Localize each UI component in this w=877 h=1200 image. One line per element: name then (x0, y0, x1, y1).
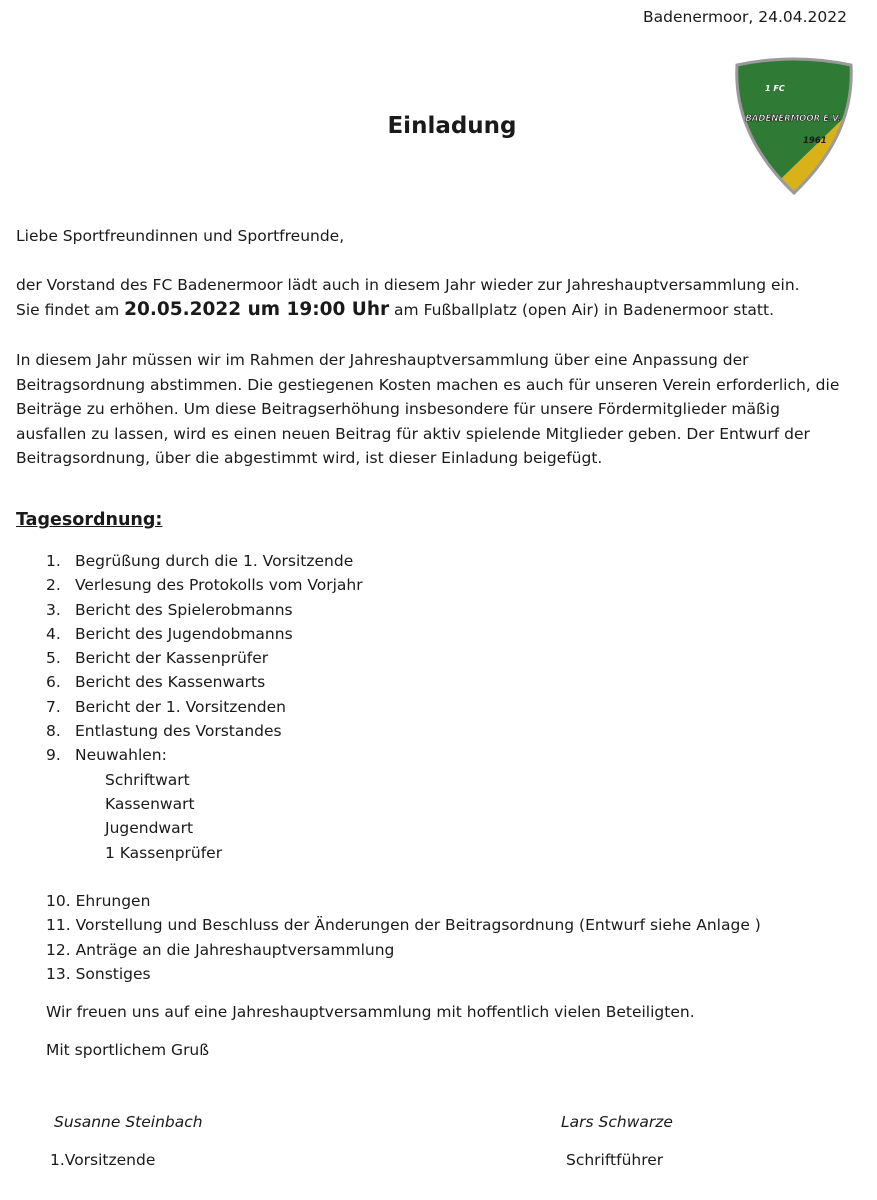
agenda-item-number: 6. (46, 673, 61, 692)
paragraph-2-line: ausfallen zu lassen, wird es einen neuen Beitrag für aktiv spielende Mitglieder geben. Der Entwurf der (16, 424, 810, 443)
agenda-item-number: 8. (46, 722, 61, 741)
agenda-item: 12. Anträge an die Jahreshauptversammlung (46, 940, 395, 959)
agenda-item-number: 7. (46, 697, 61, 716)
signature-role-chair: 1.Vorsitzende (50, 1151, 156, 1169)
meeting-location: am Fußballplatz (open Air) in Badenermoor statt. (389, 301, 774, 319)
agenda-item (46, 695, 761, 719)
agenda-item: 11. Vorstellung und Beschluss der Änderungen der Beitragsordnung (Entwurf siehe Anlage ) (46, 916, 761, 935)
agenda-item-number: 4. (46, 624, 61, 643)
agenda-item-text: Begrüßung durch die 1. Vorsitzende (75, 552, 354, 570)
agenda-subitem: Jugendwart (105, 819, 194, 838)
paragraph-2-line: Beitragsordnung abstimmen. Die gestiegenen Kosten machen es auch für unseren Verein erforderlich, die (16, 375, 840, 394)
agenda-item (46, 622, 761, 646)
paragraph-2-line: Beiträge zu erhöhen. Um diese Beitragserhöhung insbesondere für unsere Fördermitglieder mäßig (16, 400, 780, 418)
paragraph-1-line-2 (16, 298, 774, 323)
agenda-item-number: 1. (46, 552, 61, 570)
agenda-item-text: Verlesung des Protokolls vom Vorjahr (75, 576, 363, 595)
crest-year-text: 1961 (803, 136, 827, 146)
agenda-item (46, 598, 761, 622)
agenda-subitem: Kassenwart (105, 794, 195, 813)
crest-club-text: BADENERMOOR E.V. (745, 114, 841, 124)
agenda-item (46, 549, 761, 573)
club-crest-logo (731, 55, 857, 198)
agenda-item-text: Entlastung des Vorstandes (75, 722, 282, 741)
page-title: Einladung (387, 113, 517, 139)
crest-top-text: 1 FC (765, 84, 785, 93)
paragraph-2-line: Beitragsordnung, über die abgestimmt wird, ist dieser Einladung beigefügt. (16, 449, 603, 467)
agenda-item (46, 573, 761, 597)
agenda-item-text: Bericht der 1. Vorsitzenden (75, 697, 286, 716)
agenda-spacer (46, 865, 761, 889)
paragraph-2 (16, 348, 839, 471)
agenda-subitem: 1 Kassenprüfer (105, 843, 223, 862)
closing-line: Wir freuen uns auf eine Jahreshauptversammlung mit hoffentlich vielen Beteiligten. (46, 1003, 695, 1021)
meeting-intro: Sie findet am (16, 301, 125, 319)
greeting: Mit sportlichem Gruß (46, 1041, 210, 1059)
agenda-item (46, 646, 761, 670)
agenda-heading: Tagesordnung: (16, 510, 163, 530)
signature-name-secretary: Lars Schwarze (561, 1113, 673, 1131)
agenda-list (46, 549, 761, 986)
salutation: Liebe Sportfreundinnen und Sportfreunde, (16, 227, 345, 245)
agenda-item-number: 3. (46, 600, 61, 619)
paragraph-2-line: In diesem Jahr müssen wir im Rahmen der Jahreshauptversammlung über eine Anpassung der (16, 351, 749, 369)
agenda-item-number: 9. (46, 746, 61, 765)
agenda-item (46, 719, 761, 743)
agenda-item-number: 2. (46, 576, 61, 595)
agenda-item-text: Bericht des Jugendobmanns (75, 624, 293, 643)
agenda-subitem: Schriftwart (105, 770, 190, 789)
agenda-item-number: 5. (46, 649, 61, 668)
letter-date: Badenermoor, 24.04.2022 (642, 8, 847, 26)
agenda-item-text: Bericht des Kassenwarts (75, 673, 266, 692)
agenda-item-text: Bericht der Kassenprüfer (75, 649, 269, 668)
agenda-item (46, 743, 761, 767)
signature-role-secretary: Schriftführer (566, 1151, 664, 1169)
agenda-item-text: Bericht des Spielerobmanns (75, 600, 293, 619)
agenda-item: 10. Ehrungen (46, 892, 151, 911)
signature-name-chair: Susanne Steinbach (54, 1113, 203, 1131)
agenda-item (46, 670, 761, 694)
meeting-datetime: 20.05.2022 um 19:00 Uhr (124, 299, 390, 320)
paragraph-1-line-1: der Vorstand des FC Badenermoor lädt auch in diesem Jahr wieder zur Jahreshauptversammlung ein. (16, 276, 800, 294)
agenda-item: 13. Sonstiges (46, 965, 151, 984)
agenda-item-text: Neuwahlen: (75, 746, 167, 765)
